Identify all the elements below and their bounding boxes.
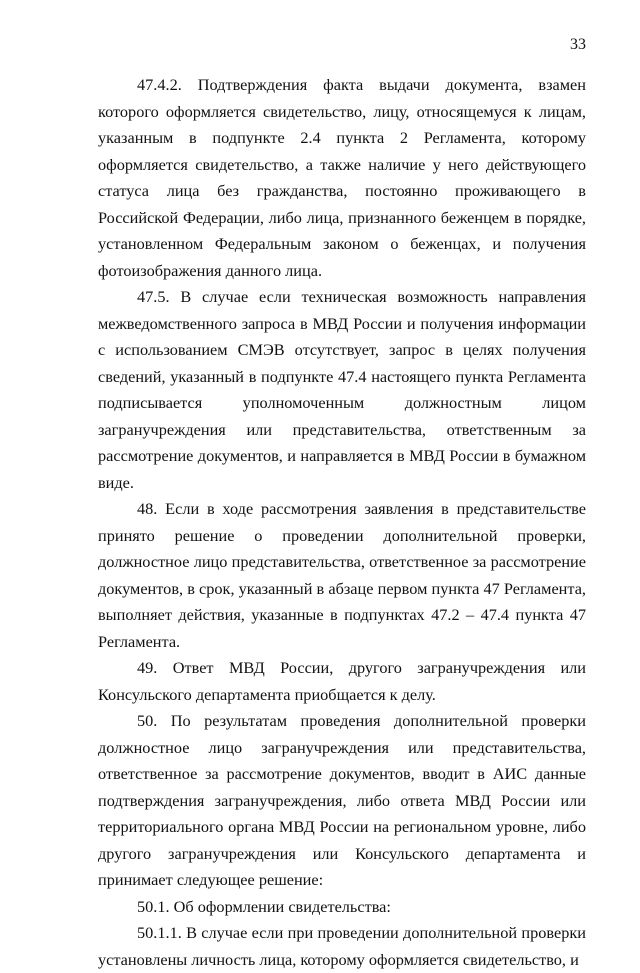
page-number: 33 [570,36,586,53]
paragraph-50: 50. По результатам проведения дополнительной проверки должностное лицо загранучреждения или представительства, ответственное за рассмотрение документов, вводит в АИС данные подтверждения загранучреждения, либо ответа МВД России или территориального органа МВД России на региональном уровне, либо другого загранучреждения или Консульского департамента и принимает следующее решение: [98,711,586,889]
paragraph-50-1-1: 50.1.1. В случае если при проведении дополнительной проверки установлены личность лица, которому оформляется свидетельство, и [98,923,586,969]
document-body [98,72,586,973]
paragraph-47-5: 47.5. В случае если техническая возможность направления межведомственного запроса в МВД России и получения информации с использованием СМЭВ отсутствует, запрос в целях получения сведений, указанный в подпункте 47.4 настоящего пункта Регламента подписывается уполномоченным должностным лицом загранучреждения или представительства, ответственным за рассмотрение документов, и направляется в МВД России в бумажном виде. [98,287,586,492]
paragraph-47-4-2: 47.4.2. Подтверждения факта выдачи документа, взамен которого оформляется свидетельство, лицу, относящемуся к лицам, указанным в подпункте 2.4 пункта 2 Регламента, которому оформляется свидетельство, а также наличие у него действующего статуса лица без гражданства, постоянно проживающего в Российской Федерации, либо лица, признанного беженцем в порядке, установленном Федеральным законом о беженцах, и получения фотоизображения данного лица. [98,75,586,280]
paragraph-50-1: 50.1. Об оформлении свидетельства: [137,896,391,916]
paragraph-49: 49. Ответ МВД России, другого загранучреждения или Консульского департамента приобщается к делу. [98,658,586,704]
paragraph-48: 48. Если в ходе рассмотрения заявления в представительстве принято решение о проведении дополнительной проверки, должностное лицо представительства, ответственное за рассмотрение документов, в срок, указанный в абзаце первом пункта 47 Регламента, выполняет действия, указанные в подпунктах 47.2 – 47.4 пункта 47 Регламента. [98,499,586,651]
